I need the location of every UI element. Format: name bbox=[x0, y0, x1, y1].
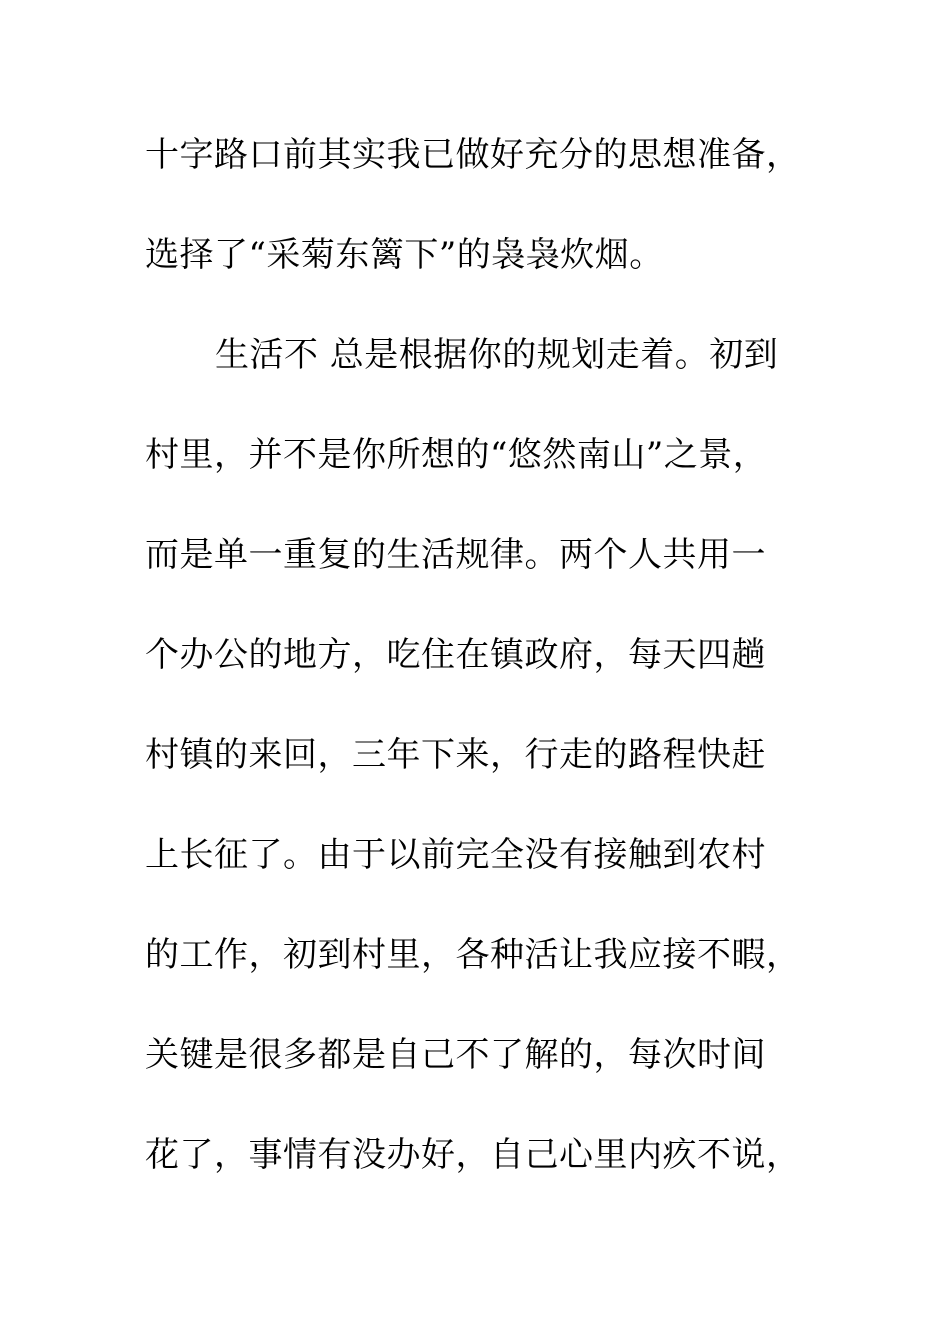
text-line-9: 的工作，初到村里，各种活让我应接不暇， bbox=[145, 935, 801, 975]
body-text bbox=[145, 118, 805, 1218]
text-line-4: 村里，并不是你所想的“悠然南山”之景， bbox=[145, 435, 768, 475]
text-line-5: 而是单一重复的生活规律。两个人共用一 bbox=[145, 535, 766, 575]
text-line-7: 村镇的来回，三年下来，行走的路程快赶 bbox=[145, 735, 766, 775]
text-line-3-paragraph-start: 生活不 总是根据你的规划走着。初到 bbox=[215, 335, 779, 375]
text-line-6: 个办公的地方，吃住在镇政府，每天四趟 bbox=[145, 635, 766, 675]
text-line-8: 上长征了。由于以前完全没有接触到农村 bbox=[145, 835, 766, 875]
text-line-2: 选择了“采菊东篱下”的袅袅炊烟。 bbox=[145, 235, 664, 275]
text-line-10: 关键是很多都是自己不了解的，每次时间 bbox=[145, 1035, 766, 1075]
text-line-11: 花了，事情有没办好，自己心里内疚不说， bbox=[145, 1135, 801, 1175]
text-line-1: 十字路口前其实我已做好充分的思想准备， bbox=[145, 135, 801, 175]
